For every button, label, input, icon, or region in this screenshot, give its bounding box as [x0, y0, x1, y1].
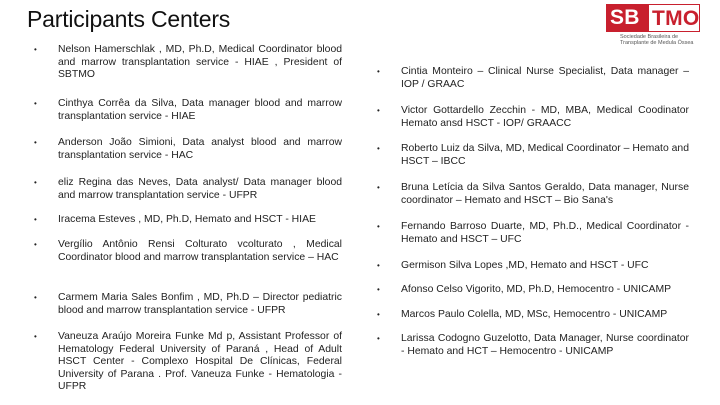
list-item: • Carmem Maria Sales Bonfim , MD, Ph.D – Director pediatric blood and marrow transplantation service - UFPR — [34, 292, 342, 316]
list-item: • Nelson Hamerschlak , MD, Ph.D, Medical Coordinator blood and marrow transplantation service - HIAE , President of SBTMO — [34, 44, 342, 81]
list-item: • Roberto Luiz da Silva, MD, Medical Coordinator – Hemato and HSCT – IBCC — [377, 143, 689, 167]
list-item: • Bruna Letícia da Silva Santos Geraldo, Data manager, Nurse coordinator – Hemato and HSCT – Bio Sana's — [377, 182, 689, 206]
list-item: • Fernando Barroso Duarte, MD, Ph.D., Medical Coordinator - Hemato and HSCT – UFC — [377, 221, 689, 245]
list-item: • Anderson João Simioni, Data analyst blood and marrow transplantation service - HAC — [34, 137, 342, 161]
logo-sb-block: SB — [606, 4, 648, 32]
list-item: • Cinthya Corrêa da Silva, Data manager blood and marrow transplantation service - HIAE — [34, 98, 342, 122]
logo-subtitle: Sociedade Brasileira de Transplante de Medula Óssea — [620, 34, 694, 46]
list-item: • Vergílio Antônio Rensi Colturato vcolturato , Medical Coordinator blood and marrow transplantation service – HAC — [34, 239, 342, 263]
list-item: • eliz Regina das Neves, Data analyst/ Data manager blood and marrow transplantation service - UFPR — [34, 177, 342, 201]
list-item: • Marcos Paulo Colella, MD, MSc, Hemocentro - UNICAMP — [377, 309, 668, 320]
list-item: • Larissa Codogno Guzelotto, Data Manager, Nurse coordinator - Hemato and HCT – Hemocentro - UNICAMP — [377, 333, 689, 357]
list-item: • Vaneuza Araújo Moreira Funke Md p, Assistant Professor of Hematology Federal University of Paraná , Head of Adult HSCT Center - Complexo Hospital De Clínicas, Federal University of Parana . Prof. Vaneuza Funke - Hematologia - UFPR — [34, 331, 342, 393]
sbtmo-logo — [606, 4, 700, 46]
list-item: • Germison Silva Lopes ,MD, Hemato and HSCT - UFC — [377, 260, 649, 271]
list-item: • Cintia Monteiro – Clinical Nurse Specialist, Data manager – IOP / GRAAC — [377, 66, 689, 90]
list-item: • Iracema Esteves , MD, Ph.D, Hemato and HSCT - HIAE — [34, 214, 316, 225]
list-item: • Victor Gottardello Zecchin - MD, MBA, Medical Coodinator Hemato ansd HSCT - IOP/ GRAACC — [377, 105, 689, 129]
list-item: • Afonso Celso Vigorito, MD, Ph.D, Hemocentro - UNICAMP — [377, 284, 672, 295]
logo-tmo-block: TMO — [648, 4, 700, 32]
page-title: Participants Centers — [27, 6, 231, 32]
